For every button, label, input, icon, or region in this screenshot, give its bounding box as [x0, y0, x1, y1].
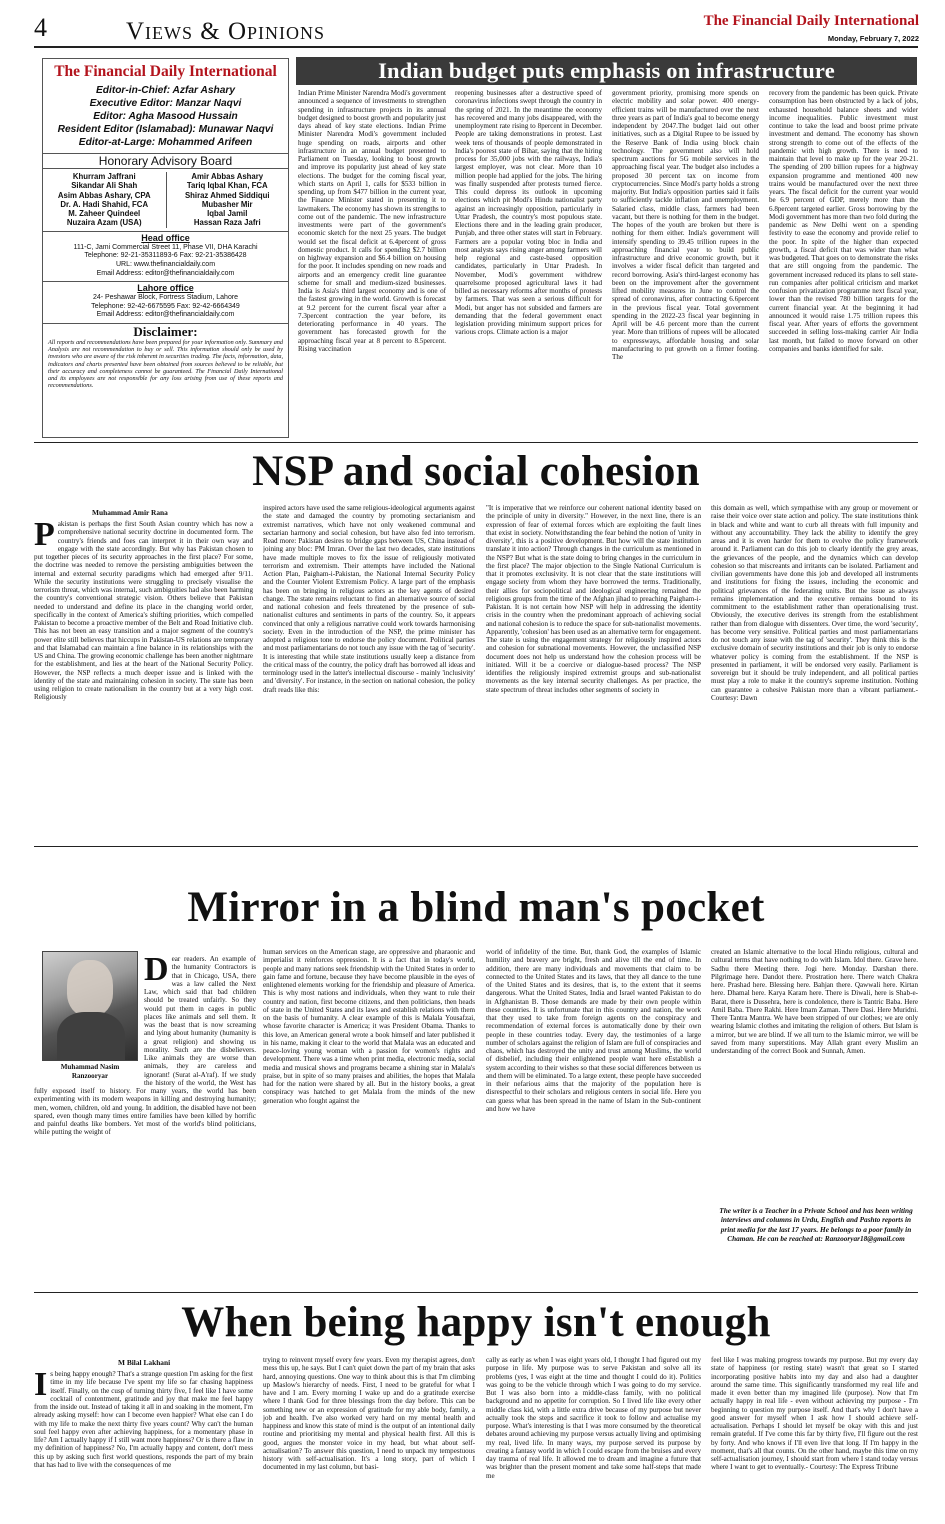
article-3-col-1-text: ear readers. An example of the humanity Contractors is that in Chicago, USA, there was a law called the Next Law, which said that bad children should be treated unfairly. So they would put them in cages in public places like animals and sell them. It was the beast that is now screaming and lying about humanity (humanity is a great religion) and showing us morality. Such are the disbelievers. Like animals they are worse than animals, they are careless and ignorant! (Surat al-A'raf). If we study the history of the world, the West has fully exposed itself to history. For many years, the world has been experimenting with its modern weapons in killing and destroying humanity; men, women, children, old and young. In addition, the disabled have not been spared, even though many times entire families have been killed by horrific and painful deaths like bombers. Yet most of the world's blind politicians, while putting the weight of — [34, 955, 256, 1137]
advisor-name: Dr. A. Hadi Shahid, FCA — [60, 199, 149, 209]
divider — [34, 846, 918, 847]
advisor-name: Shiraz Ahmed Siddiqui — [184, 190, 270, 200]
article-4-headline: When being happy isn't enough — [181, 1299, 771, 1346]
article-3-col-4: created an Islamic alternative to the local Hindu religious, cultural and cultural terms that have nothing to do with Islam. Idol there. Grave here. Sadhu there Meeting there. Jogi here. Monday. Darshan there. Pilgrimage here. Dandot there. Prostration here. There watch Chakra here. Prashad here. Blessing here. Bahjan there. Qawwali here. Kirtan here. Dhamal here. Karya Karam here. There is Diwali, here is Shab-e-Barat, there is Dussehra, here is condolence, there is Tantric Baba. Here Amil Baba. There Rakhi. Here Imam Zaman. There Dasi. Here Muridni. There Tantra Mantra. We have been stripped of our clothes; we are only wearing Islamic clothes and imitating the religion of others. But Islam is a mirror, but we are blind. If we all turn to the Islamic mirror, we will be saved from many superstitions. May Allah grant every Muslim an understanding of the correct Book and Sunnah, Amen. — [711, 948, 918, 1055]
author-note: The writer is a Teacher in a Private School and has been writing interviews and columns in Urdu, English and Pashto reports in print media for the last 17 years. He belongs to a poor family in Chaman. He can be reached at: Ranzooryar18@gmail.com — [719, 1206, 913, 1243]
masthead: The Financial Daily International — [703, 13, 919, 29]
article-3-headline: Mirror in a blind man's pocket — [187, 884, 765, 931]
office-line: Telephone: 92-21-35311893-6 Fax: 92-21-35386428 — [84, 252, 247, 260]
article-2-byline: Muhammad Amir Rana — [92, 508, 168, 517]
advisor-name: Nuzaira Azam (USA) — [66, 218, 142, 228]
editor-line: Editor-at-Large: Mohammed Arifeen — [78, 137, 253, 148]
advisor-name: Tariq Iqbal Khan, FCA — [186, 181, 268, 191]
article-4-col-1-text: s being happy enough? That's a strange question I'm asking for the first time in my life because I've spent my life so far chasing happiness itself. Finally, on the cusp of turning thirty five, I feel like I have some cocktail of contentment, gratitude and joy that make me feel happy from the inside out. Instead of taking it all in and soaking in the moment, I'm already asking myself: how can I become even happier? What else can I do with my life to make the next thirty five years count? Why can't the human soul feel happy even after achieving happiness, for a momentary phase in life? Am I actually happy if I still want more happiness? Or is there a flaw in my definition of happiness? No, I'm actually happy and content, don't mess this up by asking such first world questions, responds the part of my brain that has had to live with the consequences of me — [34, 1370, 253, 1469]
editor-line: Resident Editor (Islamabad): Munawar Naqvi — [57, 124, 274, 135]
advisor-name: Mubasher Mir — [201, 199, 253, 209]
article-4-byline: M Bilal Lakhani — [118, 1358, 171, 1367]
advisory-right — [166, 172, 289, 228]
article-2-col-2: inspired actors have used the same religious-ideological arguments against the state and damaged the country by promoting sectarianism and extremist narratives, which have not only weakened communal and sectarian harmony and social cohesion, but have also fed into terrorism. Read more: Pakistan desires to bridge gaps between US, China instead of joining any bloc: PM Imran. Over the last two decades, state institutions have made multiple moves to fix the issue of religiously motivated terrorism and extremism. Their attempts have included the National Action Plan, Paigham-i-Pakistan, the National Internal Security Policy and the Counter Violent Extremism Policy. A large part of the emphasis has been on bringing in religious actors as the key agents of desired change. The state remains reluctant to find an alternative source of social and national cohesion and feels threatened by the presence of sub-nationalist cultures and sentiments in parts of the country. So, it appears convinced that only a religious narrative could work towards harmonising society. Even in the introduction of the NSP, the prime minister has adopted a religious tone to endorse the policy document. Political parties and most parliamentarians do not touch any issue with the tag of 'security'. It is interesting that while state institutions usually keep a distance from the critical mass of the country, the policy draft has borrowed all ideas and terminology used in the latter's intellectual discourse - mainly 'inclusivity' and 'diversity'. For instance, in the section on national cohesion, the policy draft reads like this: — [263, 504, 475, 694]
section-title: Views & Opinions — [126, 18, 326, 45]
advisor-name: Hassan Raza Jafri — [193, 218, 261, 228]
divider — [34, 1292, 918, 1293]
disclaimer-title: Disclaimer: — [43, 323, 288, 339]
editor-line: Editor-in-Chief: Azfar Ashary — [95, 85, 236, 96]
article-4-col-1 — [34, 1370, 253, 1522]
disclaimer-text: All reports and recommendations have been prepared for your information only. Summary and Analysis are not recommendation to buy or sell. This information should only be used by investors who are aware of the risk inherent in securities trading. The facts, information, data, indicators and charts presented have been obtained from sources believed to be reliable, but their accuracy and completeness cannot be guaranteed. The Financial Daily International and its employees are not responsible for any loss arising from use of these reports and recommendations. — [48, 338, 283, 390]
advisory-left — [43, 172, 166, 228]
article-4-col-3: cally as early as when I was eight years old, I thought I had figured out my purpose in life. My purpose was to serve Pakistan and solve all its problems (yes, I was eight at the time and thought I could do it). Politics was going to be the vehicle through which I was going to do my service. But I was also born into a middle-class family, with no political background and no appetite for corruption. So I lived life like every other middle class kid, with a little extra drive because of my purpose but never actually took the steps and sacrifice it took to follow and actualise my purpose. What's interesting is that I was more consumed by the theoretical debates around achieving my purpose versus actually living and optimising my real, lived life. In many ways, my purpose served its purpose by creating a fantasy world in which I could escape from the bruises and every day trauma of real life. It allowed me to dream and imagine a future that was brighter than the present moment and take some half-steps that made me — [486, 1356, 701, 1480]
advisory-board-title: Honorary Advisory Board — [43, 153, 288, 169]
article-1-col-4: recovery from the pandemic has been quick. Private consumption has been obstructed by a lack of jobs, exhausted household balance sheets and wider income inequalities. Public investment must continue to take the lead and boost prime private investment and demand. The economy has shown strong strength to come out of the effects of the pandemic with high growth. There is need to maintain that level to make up for the year 20-21. The spending of 200 billion rupees for a highway expansion programme and mentioned 400 new trains would be manufactured over the next three years. The fiscal deficit for the current year would be 6.9 percent of GDP, merely more than the 6.8percent targeted earlier. Gross borrowing by the Modi government has more than two fold during the pandemic as New Delhi went on a spending festivity to ease the economy and provide relief to the poor. In spite of the higher than expected growth, a fiscal deficit that was wider than what was budgeted. That goes on to demonstrate the risks that are still ongoing from the pandemic. The government increased reduced its plans to sell state-run companies after political criticism and market confusion privatization programme next fiscal year, lower than the revised 780 billion targets for the current financial year. At the beginning it had announced it would raise 1.75 trillion rupees this fiscal year. After years of efforts the government succeeded in selling loss-making carrier Air India last month, but failed to move forward on other companies and banks identified for sale. — [769, 89, 918, 353]
divider — [34, 442, 918, 443]
advisor-name: Asim Abbas Ashary, CPA — [57, 190, 151, 200]
article-1-col-2: reopening businesses after a destructive speed of coronavirus infections swept through the country in the spring of 2021. In the meantime the economy has recovered and many jobs disappeared, with the unemployment rate rising to 8percent in December. People are taking demonstrations in protest. Last week tens of thousands of people demonstrated in India's poorest state of Bihar, saying that the hiring process for 35,000 jobs with the railways, India's largest employer, was not clear. More than 10 million people had applied for the jobs. The hiring was finally suspended after protests turned fierce. This could depress its outlook in upcoming elections which pit Modi's Hindu nationalist party against an increasingly opposition, particularly in Uttar Pradesh, the country's most populous state. Elections there and in the leading grain producer, Punjab, and three other states will start in February. Farmers are a popular voting bloc in India and most analysts says rising anger among farmers will help regional and caste-based opposition candidates, particularly in Uttar Pradesh. In November, Modi's government withdrew quarrelsome proposed agricultural laws it had billed as necessary reforms after months of protests by farmers. That was seen a serious difficult for Modi, but anger has not subsided and farmers are demanding that the federal government enact legislation providing minimum support prices for various crops. Climate action is a major — [455, 89, 602, 337]
article-2-col-4: this domain as well, which sympathise with any group or movement or raise their voice over state action and policy. The state institutions think in black and white and want to curb all threats with full impunity and without any accountability. They lack the ability to identify the grey areas and it is even harder for them to evolve the policy framework around it. Parliament can do this job to clearly identify the grey areas, the grievances of the people, and the dynamics which can develop cohesion so that miscreants and irritants can be isolated. Parliament and civilian governments have done this job and developed all instruments and institutions for fixing the issues, including the economic and political grievances of the federating units. But the issue as always remains implementation and the executive remains bound to its commitment to the establishment rather than operationalising trust. Obviously, the executive derives its strength from the establishment rather than from dialogue with dissenters. Over time, the word 'security', has become very sensitive. Political parties and most parliamentarians do not touch any issue with the tag of 'security'. They think this is the exclusive domain of security institutions and their job is only to endorse whatever policy is coming from the establishment. If the NSP is presented in parliament, it will be endorsed very easily. Parliament is sovereign but it should be truly independent, and all political parties must play a role to make it the country's supreme institution. Nothing can guarantee a cohesive Pakistan more than a vibrant parliament.-Courtesy: Dawn — [711, 504, 918, 702]
paper-name: The Financial Daily International — [54, 63, 277, 80]
author-caption: Muhammad Nasim Ranzooryar — [60, 1063, 120, 1080]
office-line: 111-C, Jami Commercial Street 11, Phase VII, DHA Karachi — [73, 243, 258, 251]
advisor-name: Iqbal Jamil — [207, 209, 248, 219]
article-2-col-1 — [34, 520, 253, 840]
article-4-col-2: trying to reinvent myself every few years. Even my therapist agrees, don't mess this up, he says. But I can't quiet down the part of my brain that asks hard, annoying questions. One way to think about this is that I'm climbing up Maslow's hierarchy of needs. First, I need to be grateful for what I have and I am. Every morning I wake up and do a gratitude exercise where I thank God for three blessings from the day before. This can be something new or an expression of gratitude for my able body, family, a job and health. I've also worked very hard on my mental health and happiness and know this state of mind is the output of an intentional daily routine and prioritising my mental and physical health first. All this is good, argues the monster voice in my head, but what about self-actualisation? To answer this question, I need to unpack my tempestuous history with self-actualisation. It's a long story, part of which I documented in my last column, but basi- — [263, 1356, 475, 1472]
article-3-col-1 — [34, 955, 256, 1289]
office-line: 24- Peshawar Block, Fortress Stadium, Lahore — [92, 294, 239, 302]
advisory-board — [43, 172, 288, 228]
office-line: URL: www.thefinancialdaily.com — [115, 260, 216, 268]
header-rule — [34, 46, 918, 48]
lahore-office-title: Lahore office — [43, 281, 288, 294]
advisor-name: Sikandar Ali Shah — [71, 181, 138, 191]
article-1-headline: Indian budget puts emphasis on infrastructure — [296, 57, 917, 85]
issue-date: Monday, February 7, 2022 — [827, 34, 919, 43]
article-1-col-3: government priority, promising more spends on electric mobility and solar power. 400 energy-efficient trains will be manufactured over the next three years as part of India's goal to become energy independent by 2047.The budget laid out other initiatives, such as a Digital Rupee to be issued by the Reserve Bank of India using block chain technology. The government also will hold spectrum auctions for 5G mobile services in the approaching fiscal year. The budget also includes a proposed 30 percent tax on income from cryptocurrencies. Since Modi's party holds a strong majority. But India's opposition parties said it fails to sufficiently tackle inflation and unemployment. Salaried class, middle class, farmers had been vacant, but there is nothing for them in the budget. The hopes of the youth are broken but there is nothing for them either. India's government will intensify spending to 39.45 trillion rupees in the approaching financial year to build public infrastructure and drive economic growth, but it involves a wider fiscal deficit than targeted and record borrowing. Asia's third-largest economy has been on the improvement after the government lifted mobility measures in June to control the spread of coronavirus, after contracting 6.6percent in the previous fiscal year. Total government spending in the 2022-23 fiscal year beginning in April will be 4.6 percent more than the current year. More than trillions of rupees will be allocated to expressways, affordable housing and solar manufacturing to put growth on a firmer footing. The — [612, 89, 759, 361]
office-line: Telephone: 92-42-6675595 Fax: 92-42-6664349 — [91, 302, 240, 310]
editor-line: Executive Editor: Manzar Naqvi — [89, 98, 242, 109]
article-3-col-3: world of infidelity of the time. But, thank God, the examples of Islamic humility and bravery are bright, fresh and alive till the end of time. In addition, there are many individuals and movements that claim to be connected to the United States and its laws, that they all dance to the tune of the United States and its desires, that is, to the extent that it seems dangerous. What the United States, India and Israel wanted Pakistan to do in Afghanistan B. Those demands are made by their own people within these countries. It is unfortunate that in this country and nation, the work that they used to take from foreign agents on the conspiracy and recommendation of external forces is automatically done by their own people in these countries today. Every day, the testimonies of a large number of scholars against the religion of Islam are full of conspiracies and chaos, which has destroyed the unity and trust among Muslims, the world of disbelief, including their enlightened people want here eEstablish a system according to their wishes so that these social differences between us and them will be eliminated. To a large extent, these people have succeeded in their nefarious aims that the majority of the population here is disrespectful to their scholars and religious centers in social life. Here you can guess what has been spread in the name of Islam in the Sub-continent and how we have — [486, 948, 701, 1113]
photo-spacer — [34, 955, 144, 1085]
article-2-headline: NSP and social cohesion — [252, 448, 700, 495]
drop-cap: I — [34, 1370, 48, 1403]
advisor-name: Khurram Jaffrani — [72, 172, 136, 181]
advisor-name: Amir Abbas Ashary — [191, 172, 264, 181]
article-2-col-1-text: akistan is perhaps the first South Asian country which has now a comprehensive national security doctrine in documented form. The country's friends and foes can interpret it in their own way and engage with the state accordingly. But why has Pakistan chosen to put together pieces of its security approaches in the first place? For some, the doctrine was needed to remove the persisting ambiguities between the internal and external security paradigms which had emerged after 9/11. While the security institutions were struggling to precisely visualise the terrorism threat, which was internal, such ambiguities had also been harming the country's conventional strategic vision. Others believe that Pakistan needed to understand and define its place in the changing world order, specifically in the context of America's shifting priorities, which compelled Pakistan to become a proactive member of the Belt and Road Initiative club. This has not been an easy transition and a major segment of the country's power elite still believes that hiccups in Pakistan-US relations are temporary and that Islamabad can maintain a fine balance in its relationships with the US and China. The growing economic challenge has been another nightmare for the establishment, and lies at the heart of the National Security Policy. However, the NSP reflects a much deeper issue and is linked with the identity of the state and maintaining cohesion in society. The state has been using religion to create nationalism in the country but at a very high cost. Religiously — [34, 520, 253, 702]
office-line: Email Address: editor@thefinancialdaily.com — [96, 269, 235, 277]
office-line: Email Address: editor@thefinancialdaily.com — [96, 311, 235, 319]
drop-cap: P — [34, 520, 55, 553]
article-2-col-3: "It is imperative that we reinforce our coherent national identity based on the principle of unity in diversity." However, in the next line, there is an expression of fear of external forces which are exploiting the fault lines that exist in society. Notwithstanding the fear behind the notion of 'unity in diversity', this is a positive development. But how will the state institution translate it into action? Through changes in the curriculum as mentioned in the NSP? But what is the state doing to bring changes in the curriculum in the first place? The major objection to the Single National Curriculum is that it promotes exclusivity. It is not clear that the state institutions will engage society from whom they have borrowed the terms. Traditionally, their allies for sociopolitical and ideological engineering remained the religious groups from the time of the Afghan jihad to preaching Paigham-i-Pakistan. It is not certain how NSP will help in addressing the identity crisis in the country when the predominant approach of achieving social and national cohesion is to reduce the space for sub-nationalist movements. Apparently, 'cohesion' has been used as an alternative term for engagement. The state is using the engagement strategy for religiously inspired actors and cohesion for subnational movements. However, the unclassified NSP document does not help us understand how the cohesion process will be initiated. Will it be a coercive or dialogue-based process? The NSP identifies the religiously inspired extremist groups and sub-nationalist movements as the key internal security challenges. As per practice, the state spectrum of threat includes other segments of society in — [486, 504, 701, 694]
article-3-col-2: human services on the American stage, are oppressive and pharaonic and imperialist it reinforces oppression. It is a fact that in today's world, people and many nations seek friendship with the United States in order to gain fame and fortune, because they have become plausible in the eyes of enlightened elements working for the friendship and pleasure of America. This is why most nations and individuals, when they want to rule their country and nation, first become citizens, and then politicians, then heads of state in the United States and its laws and establish relations with them on the basis of humanity. A clear example of this is Malala Yousafzai, whose favorite character is America; it was President Obama. Thanks to this love, an American general wrote a book himself and later published it in his name, making it clear to the world that Malala was an educated and peace-loving young woman with a passion for women's rights and development. There was a time when print media, electronic media, social media and musical shows and programs became a shining star in Malala's praise, but in spite of so many praises and abilities, the hopes that Malala had for the nation were shared by all. But in the history books, a great conspiracy was hatched to get Malala from the minds of the new generation who fought against the — [263, 948, 475, 1105]
article-1-col-1: Indian Prime Minister Narendra Modi's government announced a sequence of investments to strengthen spending in infrastructure projects in its annual budget designed to boost growth and popularity just days ahead of key state elections. Indian Prime Minister Narendra Modi's government included huge spending on roads, airports and other infrastructure in an annual budget presented to Parliament on Tuesday, looking to boost growth and improve its popularity just ahead of key state elections. The budget for the coming fiscal year, which starts on April 1, calls for $533 billion in spending, up from $477 billion in the current year, the Finance Minister stated in presenting it to lawmakers. The economy has shown its strengths to come out of the pandemic. The new infrastructure investments were part of the government's economic sketch for the next 25 years. The budget would set the fiscal deficit at 6.4percent of gross domestic product. It calls for spending $2.7 billion on highway expansion and $6.4 billion on housing for the poor. It includes spending on new roads and airports and an emergency credit line guarantee scheme for small and medium-sized businesses. India is Asia's third largest economy and is one of the fastest growing in the world. Growth is forecast at 9.2 percent for the current fiscal year after a 7.3percent contraction the year before, its deteriorating performance in 40 years. The government has forecasted growth for the approaching fiscal year at 8 percent to 8.5percent. Rising vaccination — [298, 89, 446, 353]
article-4-col-4: feel like I was making progress towards my purpose. But my every day state of happiness (or resting state) wasn't that great so I started incorporating positive habits into my day and also had a daughter around the same time. This significantly transformed my real life and made it even better than my imagined life (purpose). Now that I'm actually happy in real life - even without achieving my purpose - I'm beginning to question my purpose itself. And that's why I don't have a good answer for myself when I ask how I should achieve self-actualisation. Perhaps I should let myself be okay with this and just remain grateful. If I've come this far by thirty five, I'll figure out the rest by forty. And who knows if I'll even live that long. If I'm happy in the moment, that's all that counts. On the other hand, maybe this time on my self-actualisation journey, I should start from where I stand today versus where I want to get to eventually.- Courtesy: The Express Tribune — [711, 1356, 918, 1472]
drop-cap: D — [144, 955, 169, 988]
advisor-name: M. Zaheer Quindeel — [68, 209, 141, 219]
head-office-title: Head office — [43, 231, 288, 244]
page-number: 4 — [34, 13, 47, 42]
editor-line: Editor: Agha Masood Hussain — [93, 111, 238, 122]
staff-box — [42, 58, 289, 438]
